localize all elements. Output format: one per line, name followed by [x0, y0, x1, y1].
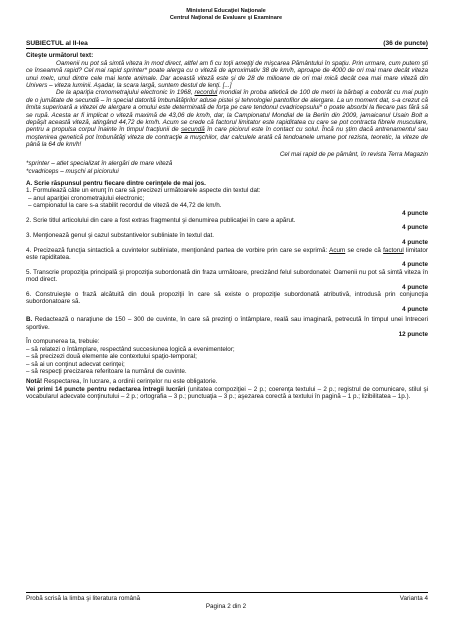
question-points: 4 puncte: [402, 283, 428, 291]
scoring-info: [26, 386, 428, 401]
footer-exam-name: Probă scrisă la limba şi literatura română: [26, 595, 141, 602]
section-a: [26, 180, 428, 313]
question-1-bullet: – anul apariţiei cronometrajului electronic;: [28, 194, 145, 202]
subject-points: (36 de puncte): [383, 40, 428, 47]
section-b-points: 12 puncte: [398, 331, 428, 339]
question-points: 4 puncte: [402, 305, 428, 313]
note-cvadriceps: *cvadriceps – muşchi al piciorului: [26, 167, 119, 175]
glossary-notes: [26, 160, 428, 175]
question-points: 4 puncte: [402, 239, 428, 247]
passage-source: Cel mai rapid de pe pământ, în revista Terra Magazin: [279, 150, 428, 158]
page-number: Pagina 2 din 2: [205, 603, 247, 610]
section-b: [26, 316, 428, 400]
question-1-bullet: – campionatul la care s-a stabilit recordul de viteză de 44,72 de km/h.: [28, 202, 222, 210]
requirement-item: – să relatezi o întâmplare, respectând succesiunea logică a evenimentelor;: [26, 345, 235, 353]
underlined-word-factorul: factorul: [383, 246, 404, 254]
scoring-label: Vei primi 14 puncte pentru redactarea întregii lucrări: [26, 385, 186, 393]
passage-text: mondial în proba atletică de 100 de metri la bărbaţi a coborât cu mai puţin de o jumătate de secundă – în special datorită îmbunătăţirilor aduse pistei şi tehnologiei pantofilor de alergare. La un moment dat, s-a crezut că limita superioară a vitezei de alergare a omului este determinată de forţa pe care tendonul cvadricepsului* o poate absorbi la flecare pas fără să se rupă. Acesta ar fi implicat o viteză maximă de 43,06 de km/h, dar, la Campionatul Mondial de la Berlin din 2009, jamaicanul Usain Bolt a depăşit această viteză, atingând 44,72 de km/h. Acum se crede că factorul limitator este rapiditatea cu care se pot contracta fibrele musculare, pentru a propulsa corpul înainte în timpul fracţiunii de: [26, 89, 428, 134]
requirement-item: – să respecţi precizarea referitoare la numărul de cuvinte.: [26, 368, 187, 376]
scoring-text: (unitatea compoziţiei – 2 p.; coerenţa textului – 2 p.; registrul de comunicare, stilul şi vocabularul adecvate conţinutului – 2 p.; ortografia – 3 p.; punctuaţia – 3 p.; aşezarea corectă a textului în pagină – 1 p.; lizibilitatea – 1p.).: [26, 385, 428, 401]
passage-text: în care piciorul este în contact cu solul. Încă nu ştim dacă antrenamentul sau moştenirea genetică pot îmbunătăţi viteza de contracţie a muşchilor, dar calculele arată că tendoanele umane pot rezista, teoretic, la viteze de până la 64 de km/h!: [26, 126, 429, 149]
note: [26, 378, 428, 385]
read-instruction: Citeşte următorul text:: [26, 52, 94, 60]
document-body: [26, 40, 428, 401]
section-b-text: Redactează o naraţiune de 150 – 300 de cuvinte, în care să prezinţi o întâmplare, reală sau imaginară, petrecută în timpul unei întreceri sportive.: [26, 316, 428, 331]
section-a-title: A. Scrie răspunsul pentru fiecare dintre cerinţele de mai jos.: [26, 179, 206, 187]
page-footer: [26, 592, 428, 602]
question-text: 4. Precizează funcţia sintactică a cuvintelor subliniate, menţionând partea de vorbire prin care se exprimă:: [26, 246, 330, 254]
ministry-name: Ministerul Educaţiei Naţionale: [186, 8, 266, 14]
question-3: 3. Menţionează genul şi cazul substantivelor subliniate în textul dat.: [26, 231, 214, 239]
question-text: limitator este rapiditatea.: [26, 246, 428, 261]
passage-text: De la apariţia cronometrajului electronic în 1968,: [56, 89, 195, 97]
subject-heading: [26, 40, 428, 49]
question-4: [26, 247, 428, 262]
question-5: 5. Transcrie propoziţia principală şi propoziţia subordonată din fraza următoare, precizând felul subordonatei: Oamenii nu pot să simtă viteza în mod direct.: [26, 268, 428, 284]
center-name: Centrul Naţional de Evaluare şi Examinare: [169, 14, 283, 21]
note-sprinter: *sprinter – atlet specializat în alergări de mare viteză: [26, 160, 173, 168]
requirement-item: – să precizezi două elemente ale contextului spaţio-temporal;: [26, 353, 197, 361]
document-header: [0, 8, 452, 22]
question-points: 4 puncte: [402, 224, 428, 232]
section-b-intro: În compunerea ta, trebuie:: [26, 338, 100, 346]
section-b-label: B.: [26, 316, 33, 324]
question-2: 2. Scrie titlul articolului din care a fost extras fragmentul şi denumirea publicaţiei în care a apărut.: [26, 216, 296, 224]
subject-title: SUBIECTUL al II-lea: [26, 40, 88, 47]
question-1: 1. Formulează câte un enunţ în care să precizezi următoarele aspecte din textul dat:: [26, 187, 261, 195]
reading-passage: [26, 60, 428, 149]
underlined-word-record: recordul: [194, 89, 218, 97]
note-text: Respectarea, în lucrare, a ordinii cerinţelor nu este obligatorie.: [42, 378, 218, 386]
question-6: 6. Construieşte o frază alcătuită din două propoziţii în care să existe o propoziţie subordonată atributivă, introdusă prin conjuncţia subordonatoare să.: [26, 291, 428, 306]
requirement-item: – să ai un conţinut adecvat cerinţei;: [26, 360, 125, 368]
passage-paragraph-2: [26, 89, 428, 148]
underlined-word-acum: Acum: [329, 246, 346, 254]
section-b-task: [26, 316, 428, 331]
question-text: se crede că: [345, 246, 384, 254]
passage-paragraph-1: Oamenii nu pot să simtă viteza în mod direct, altfel am fi cu toţii ameţiţi de mişcarea Pământului în spaţiu. Prin urmare, cum putem şti ce înseamnă rapid? Cel mai rapid sprinter* poate alerga cu o viteză de aproximativ 38 de km/h, aproape de 4000 de ori mai mare decât viteza unui melc, unul dintre cele mai lente animale. Dar această viteză este şi de 28 de milioane de ori mai mică decât cea mai mare viteză din Univers – viteza luminii. Aşadar, la scara largă, suntem destul de lenţi. [...]: [26, 59, 428, 90]
note-label: Notă!: [26, 378, 43, 386]
question-points: 4 puncte: [402, 261, 428, 269]
footer-variant: Varianta 4: [399, 595, 428, 602]
underlined-word-secunda: secundă: [180, 126, 205, 134]
question-points: 4 puncte: [402, 209, 428, 217]
